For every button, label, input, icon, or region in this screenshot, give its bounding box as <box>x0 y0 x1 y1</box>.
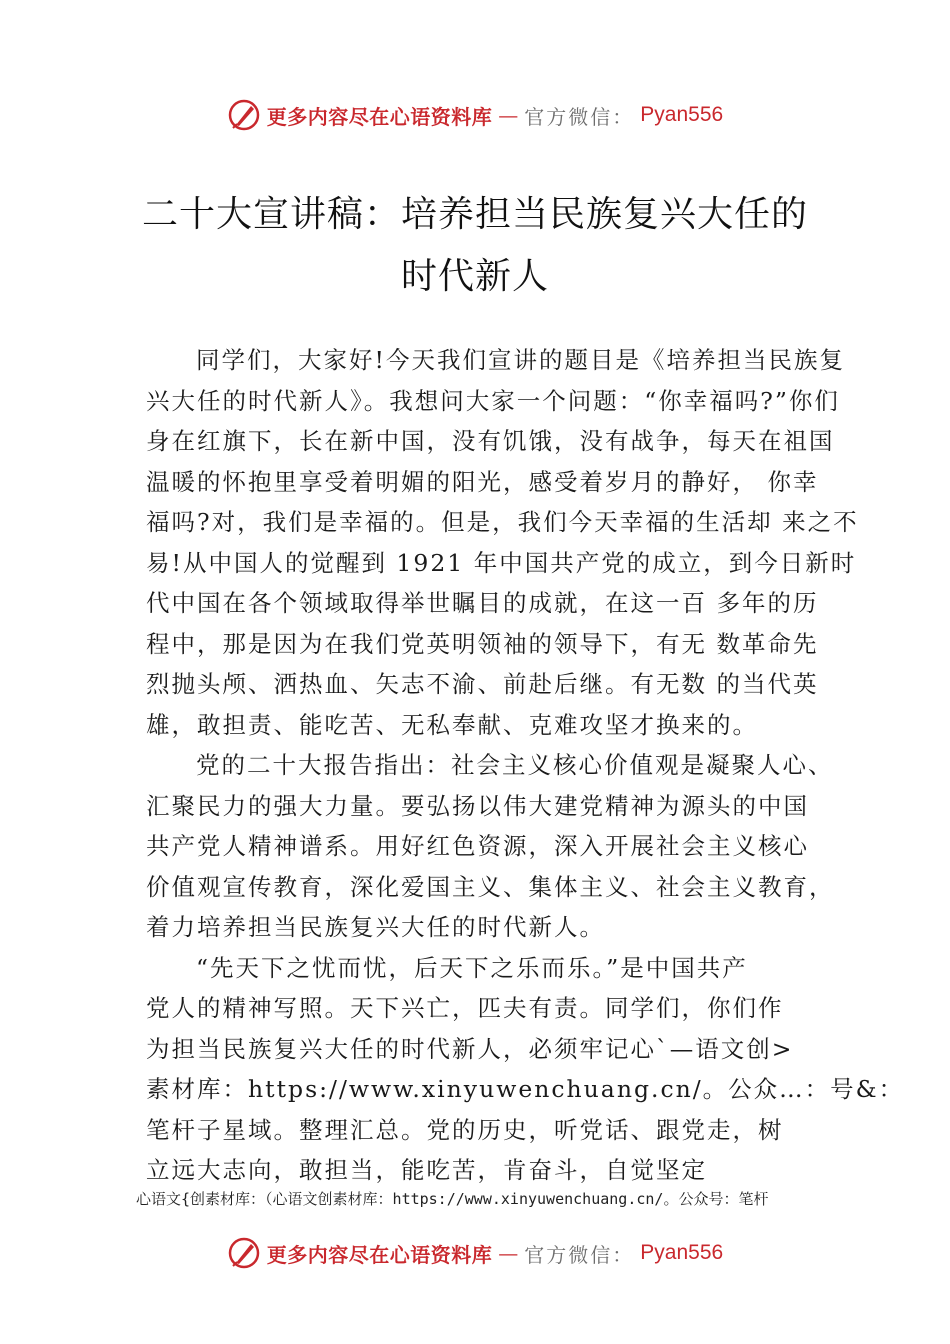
document-title-line-2: 时代新人 <box>400 256 549 297</box>
text-line: 为担当民族复兴大任的时代新人，必须牢记心`—语文创> <box>146 1034 794 1063</box>
text-line: 价值观宣传教育，深化爱国主义、集体主义、社会主义教育， <box>146 872 835 901</box>
banner-wechat-id: Pyan556 <box>640 103 724 126</box>
text-line: 立远大志向，敢担当，能吃苦，肯奋斗，自觉坚定 <box>146 1156 707 1184</box>
text-line: 素材库：https://www.xinyuwenchuang.cn/。公众…：号&： <box>146 1075 905 1103</box>
text-line: 身在红旗下，长在新中国，没有饥饿，没有战争，每天在祖国 <box>146 427 835 455</box>
footer-banner <box>0 1233 950 1273</box>
text-line: 福吗?对，我们是幸福的。但是，我们今天幸福的生活却 来之不 <box>146 508 859 536</box>
banner-gray-text: 官方微信： <box>524 104 635 129</box>
text-line: 温暖的怀抱里享受着明媚的阳光，感受着岁月的静好， 你幸 <box>146 467 819 496</box>
text-line: 易!从中国人的觉醒到 1921 年中国共产党的成立，到今日新时 <box>146 548 857 577</box>
banner-red-text: 更多内容尽在心语资料库 <box>266 104 493 129</box>
text-line: 共产党人精神谱系。用好红色资源，深入开展社会主义核心 <box>146 832 809 860</box>
quill-pen-logo-icon <box>227 98 261 132</box>
document-body <box>146 340 905 1191</box>
paragraph-2 <box>146 745 846 948</box>
text-line: 笔杆子星域。整理汇总。党的历史，听党话、跟党走，树 <box>146 1115 784 1144</box>
quill-pen-logo-icon <box>227 1236 261 1270</box>
text-line: “先天下之忧而忧，后天下之乐而乐。”是中国共产 <box>196 953 748 982</box>
banner-dash: — <box>498 103 519 127</box>
text-line: 着力培养担当民族复兴大任的时代新人。 <box>146 913 605 941</box>
text-line: 雄，敢担责、能吃苦、无私奉献、克难攻坚才换来的。 <box>146 710 758 739</box>
text-line: 党的二十大报告指出：社会主义核心价值观是凝聚人心、 <box>196 751 834 779</box>
text-line: 代中国在各个领域取得举世瞩目的成就，在这一百 多年的历 <box>146 589 819 617</box>
paragraph-3 <box>146 948 905 1191</box>
text-line: 烈抛头颅、洒热血、矢志不渝、前赴后继。有无数 的当代英 <box>146 670 819 698</box>
text-line: 兴大任的时代新人》。我想问大家一个问题：“你幸福吗?”你们 <box>146 386 840 415</box>
banner-gray-text: 官方微信： <box>524 1242 635 1267</box>
header-banner <box>0 95 950 135</box>
text-line: 同学们，大家好!今天我们宣讲的题目是《培养担当民族复 <box>196 346 845 374</box>
paragraph-1 <box>146 340 859 745</box>
text-line: 程中，那是因为在我们党英明领袖的领导下，有无 数革命先 <box>146 629 819 658</box>
banner-dash: — <box>498 1241 519 1265</box>
document-title-line-1: 二十大宣讲稿：培养担当民族复兴大任的 <box>141 194 808 235</box>
banner-wechat-id: Pyan556 <box>640 1241 724 1264</box>
footer-source-note: 心语文{创素材库：（心语文创素材库：https://www.xinyuwenchuang.cn/。公众号：笔杆 <box>136 1190 769 1208</box>
text-line: 汇聚民力的强大力量。要弘扬以伟大建党精神为源头的中国 <box>146 791 809 820</box>
text-line: 党人的精神写照。天下兴亡，匹夫有责。同学们，你们作 <box>146 994 784 1022</box>
banner-red-text: 更多内容尽在心语资料库 <box>266 1242 493 1267</box>
